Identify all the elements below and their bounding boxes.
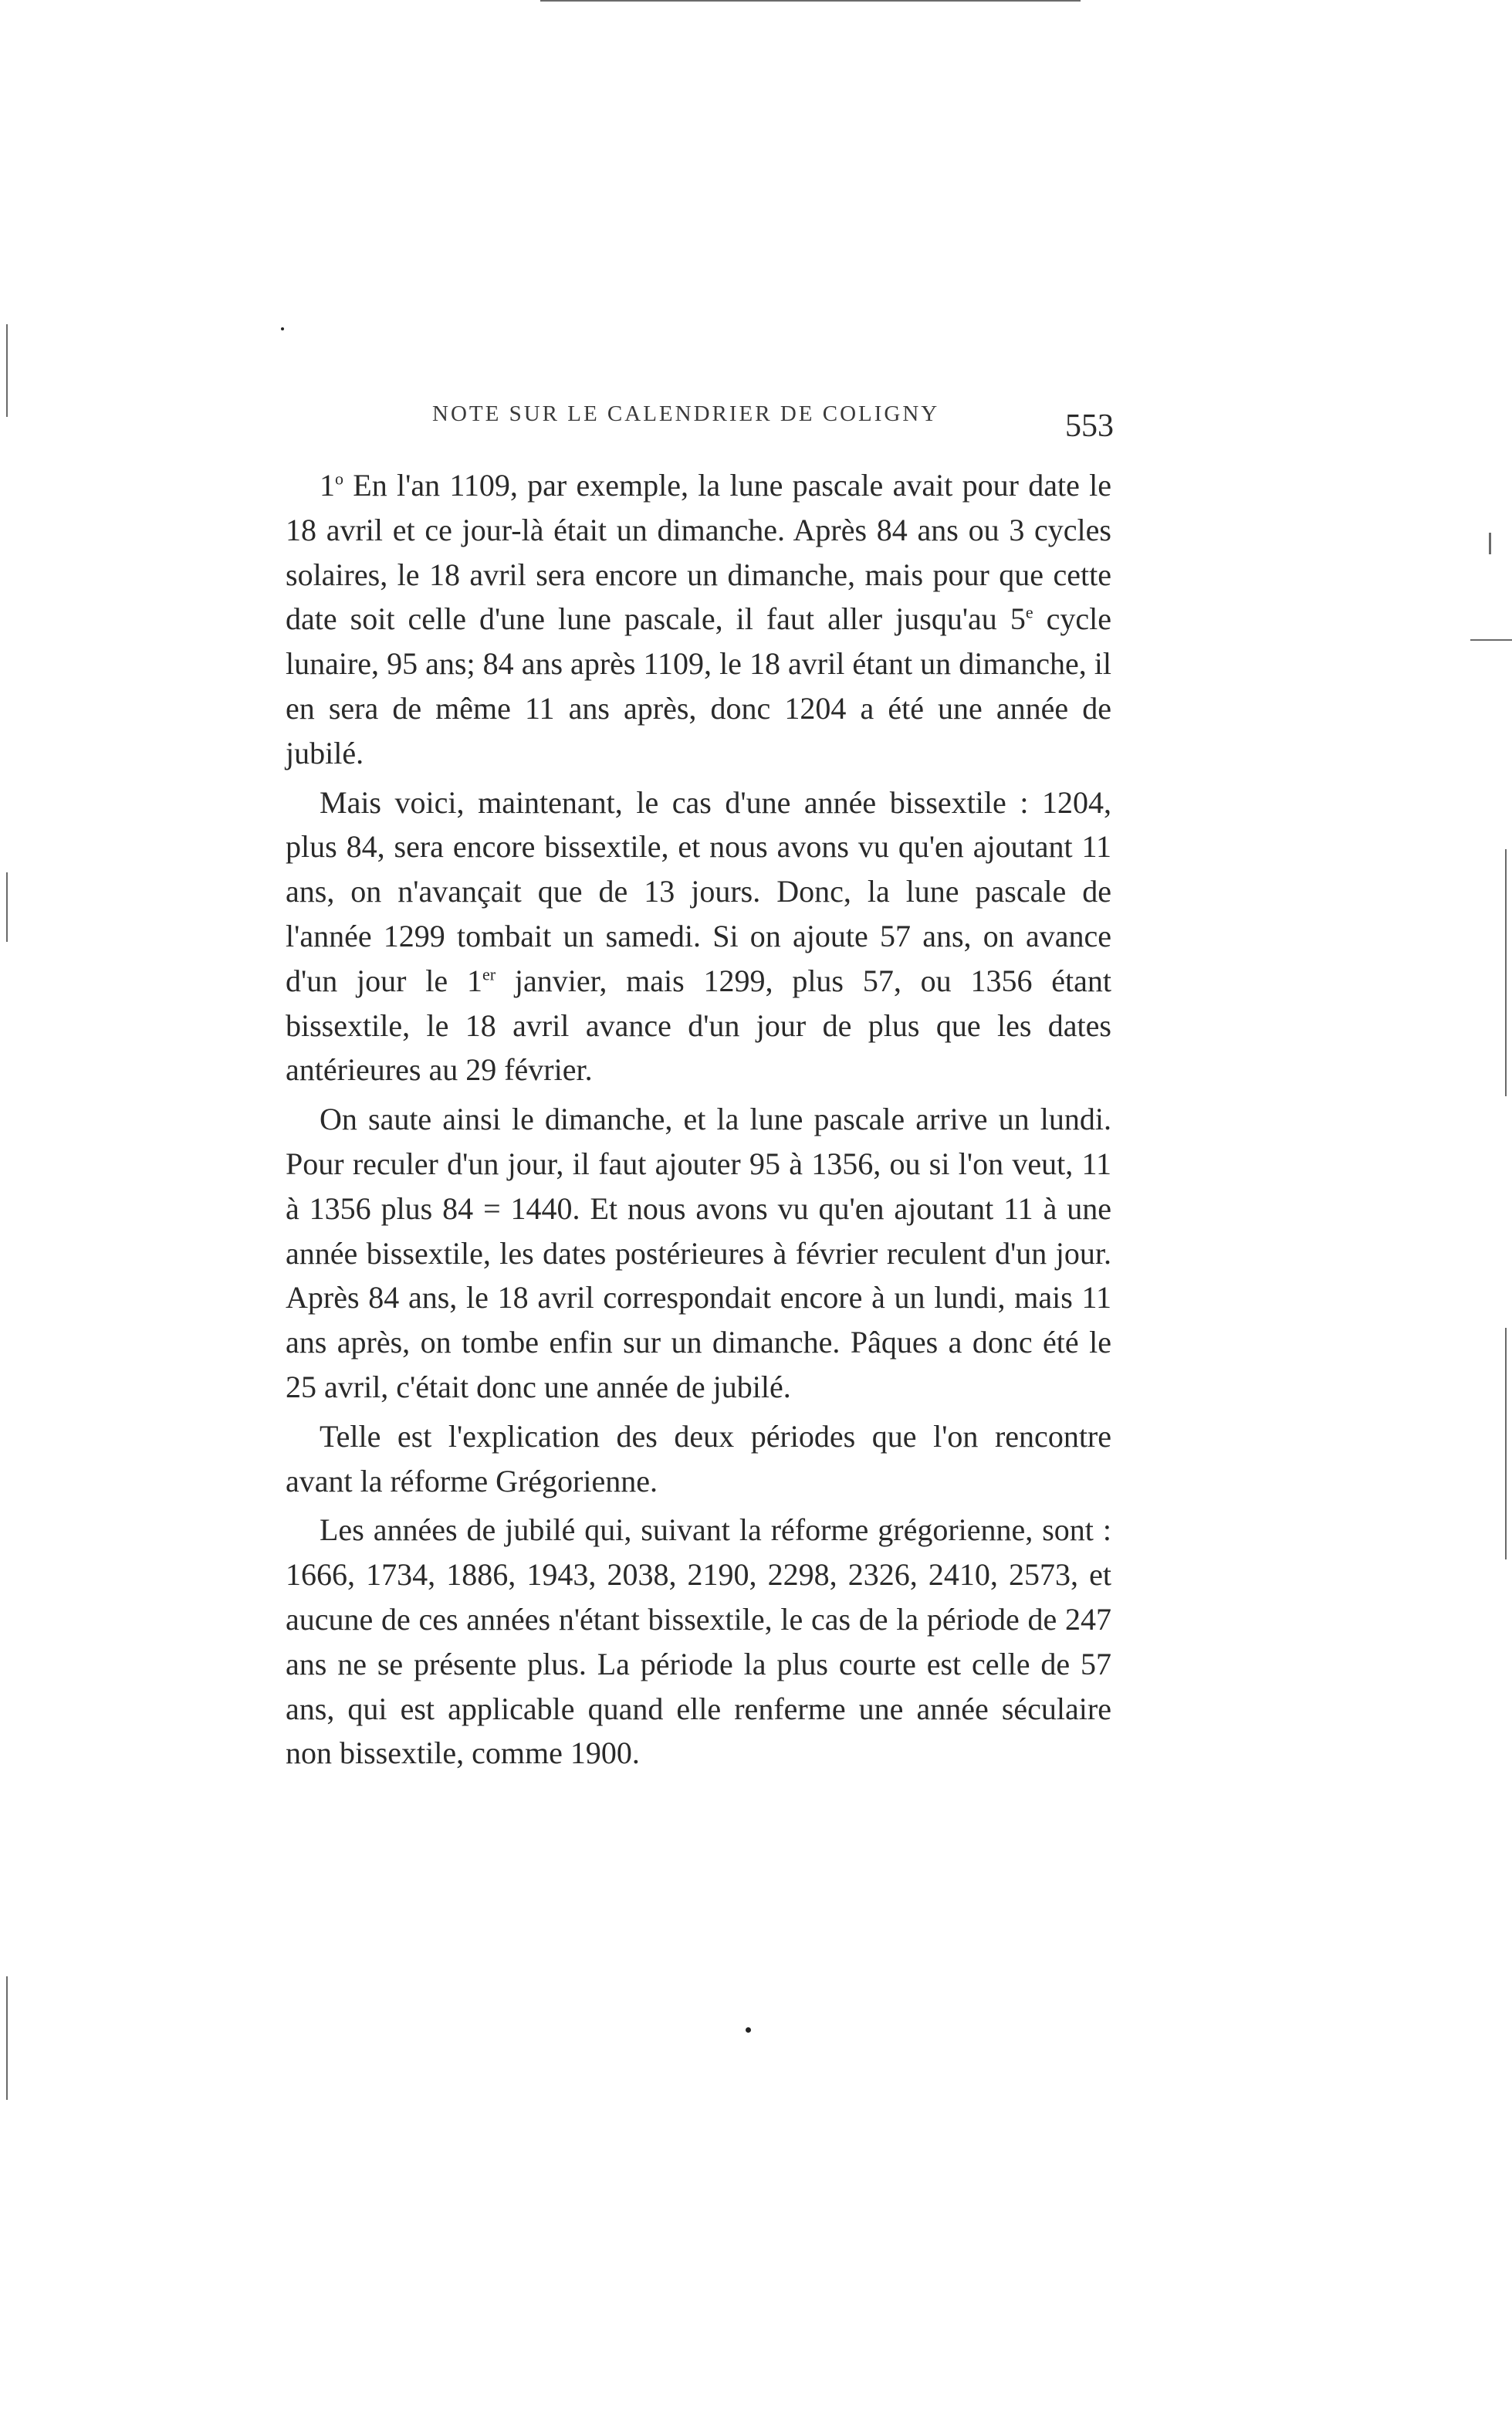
text-run: Les années de jubilé qui, suivant la réforme grégorienne, sont : 1666, 1734, 1886, 1943, 2038, 2190, 2298, 2326, 2410, 2573, et aucune de ces années n'étant bissextile, le cas de la période de 247 ans ne se présente plus. La période la plus courte est celle de 57 ans, qui est applicable quand elle renferme une année séculaire non bissextile, comme 1900. [286, 1512, 1111, 1771]
superscript: e [1025, 603, 1033, 623]
scan-edge-mark [1505, 849, 1507, 1096]
superscript: o [335, 469, 343, 489]
text-run: 1 [320, 468, 335, 503]
scan-speck [746, 2027, 751, 2033]
paragraph [286, 1414, 1111, 1504]
scan-speck [281, 327, 284, 330]
scan-edge-mark [6, 324, 8, 417]
scan-edge-mark [1489, 533, 1491, 554]
scan-edge-mark [6, 1976, 8, 2100]
scan-edge-mark [1505, 1328, 1507, 1559]
text-run: janvier, mais 1299, plus 57, ou 1356 étant bissextile, le 18 avril avance d'un jour de plus que les dates antérieures au 29 février. [286, 963, 1111, 1088]
page-number: 553 [1065, 408, 1114, 444]
text-run: En l'an 1109, par exemple, la lune pascale avait pour date le 18 avril et ce jour-là était un dimanche. Après 84 ans ou 3 cycles solaires, le 18 avril sera encore un dimanche, mais pour que cette date soit celle d'une lune pascale, il faut aller jusqu'au 5 [286, 468, 1111, 637]
text-run: Telle est l'explication des deux périodes que l'on rencontre avant la réforme Grégorienne. [286, 1418, 1111, 1498]
paragraph [286, 1508, 1111, 1776]
superscript: er [482, 964, 496, 984]
body-text [286, 463, 1111, 1776]
paragraph [286, 1097, 1111, 1410]
text-run: Mais voici, maintenant, le cas d'une année bissextile : 1204, plus 84, sera encore bissextile, et nous avons vu qu'en ajoutant 11 ans, on n'avançait que de 13 jours. Donc, la lune pascale de l'année 1299 tombait un samedi. Si on ajoute 57 ans, on avance d'un jour le 1 [286, 784, 1111, 998]
scan-edge-mark [6, 872, 8, 942]
paragraph [286, 463, 1111, 776]
running-title: NOTE SUR LE CALENDRIER DE COLIGNY [432, 401, 940, 426]
paragraph [286, 780, 1111, 1093]
scan-edge-mark [540, 0, 1081, 2]
text-run: On saute ainsi le dimanche, et la lune pascale arrive un lundi. Pour reculer d'un jour, il faut ajouter 95 à 1356, ou si l'on veut, 11 à 1356 plus 84 = 1440. Et nous avons vu qu'en ajoutant 11 à une année bissextile, les dates postérieures à février reculent d'un jour. Après 84 ans, le 18 avril correspondait encore à un lundi, mais 11 ans après, on tombe enfin sur un dimanche. Pâques a donc été le 25 avril, c'était donc une année de jubilé. [286, 1102, 1111, 1404]
scan-edge-mark [1470, 639, 1512, 641]
text-run: cycle lunaire, 95 ans; 84 ans après 1109, le 18 avril étant un dimanche, il en sera de même 11 ans après, donc 1204 a été une année de jubilé. [286, 601, 1111, 770]
